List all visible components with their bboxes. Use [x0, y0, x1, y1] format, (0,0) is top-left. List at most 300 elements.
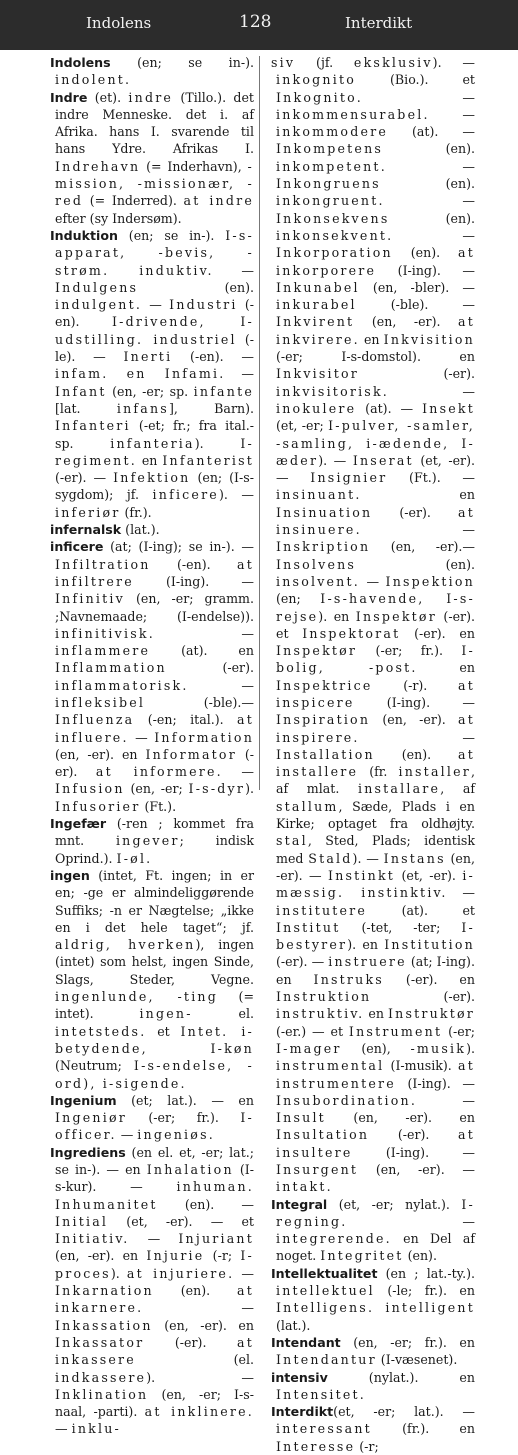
spaced-term: Inerti — [123, 349, 173, 365]
entry-text: (= intet). — [55, 989, 255, 1022]
spaced-term: -musik — [410, 1040, 467, 1056]
entry-text: (-er). — — [276, 954, 329, 970]
dictionary-entry — [50, 89, 254, 227]
entry-text: — — [55, 1421, 72, 1437]
dictionary-entry — [50, 227, 254, 521]
entry-text: (et, -er). — [395, 867, 463, 883]
spaced-term: Intendantur — [276, 1352, 377, 1368]
spaced-term: Inkarnation — [55, 1283, 154, 1299]
entry-text: — — [129, 1231, 179, 1247]
entry-text: (-er). — [369, 1127, 459, 1143]
entry-text: (at). et — [367, 902, 475, 918]
entry-text: (en, -er; — [124, 781, 189, 797]
spaced-term: Initiativ. — [55, 1231, 130, 1247]
spaced-term: Integritet — [320, 1248, 404, 1264]
spaced-term: at instrumentere — [276, 1058, 475, 1091]
entry-text: ). — [110, 1265, 127, 1281]
spaced-term: Instans — [383, 850, 446, 866]
spaced-term: ingever — [115, 833, 180, 849]
spaced-term: intellektuel — [276, 1283, 375, 1299]
spaced-term: inkongruent. — [276, 193, 385, 209]
spaced-term: Inspektorat — [302, 625, 401, 641]
spaced-term: stal — [276, 833, 308, 849]
spaced-term: Inkompetens — [276, 141, 384, 157]
entry-text: el. — [192, 1006, 254, 1022]
spaced-term: institutere — [276, 902, 368, 918]
entry-text: en Del af noget. — [276, 1231, 475, 1264]
entry-text: (lat.). — [121, 522, 160, 538]
spaced-term: inflammere — [55, 643, 151, 659]
entry-text: , Sted, Plads; identisk med — [276, 833, 475, 866]
spaced-term: Ingeniør — [55, 1110, 127, 1126]
entry-text: ). — — [318, 452, 353, 468]
spaced-term: Instinkt — [328, 867, 396, 883]
entry-text: — — [143, 1300, 254, 1316]
spaced-term: Infanterist — [162, 452, 254, 468]
entry-text: efter (sy Indersøm). — [55, 210, 182, 226]
entry-text: (-ren ; kommet fra mnt. — [55, 816, 254, 849]
entry-text: (-er; fr.). — [126, 1110, 241, 1126]
spaced-term: at inspirere. — [276, 712, 475, 745]
spaced-term: Influenza — [55, 712, 135, 728]
spaced-term: Infiltration — [55, 556, 151, 572]
spaced-term: Instrument — [348, 1023, 443, 1039]
entry-text: (en ; lat.-ty.). — [377, 1265, 475, 1281]
entry-text: ). — — [352, 850, 384, 866]
dictionary-entry — [50, 521, 254, 538]
spaced-term: Industri — [169, 297, 238, 313]
spaced-term: insolvent. — [276, 573, 360, 589]
spaced-term: Inkorporation — [276, 245, 393, 261]
entry-text: — — [154, 625, 254, 641]
spaced-term: inkommodere — [276, 124, 389, 140]
entry-text: (-er.) — et — [276, 1023, 349, 1039]
spaced-term: inkonsekvent. — [276, 227, 394, 243]
spaced-term: at infiltrere — [55, 556, 254, 589]
spaced-term: inkompetent. — [276, 158, 387, 174]
entry-text: — — [225, 366, 254, 382]
spaced-term: insinuant. — [276, 487, 362, 503]
spaced-term: indkassere — [55, 1369, 147, 1385]
entry-text: — — [116, 1127, 138, 1143]
spaced-term: infam. en Infami. — [55, 366, 226, 382]
spaced-term: intakt. — [276, 1179, 333, 1195]
spaced-term: Inspektion — [385, 573, 475, 589]
spaced-term: at indre — [183, 193, 254, 209]
spaced-term: I-regning. — [276, 1196, 475, 1229]
entry-text: (-en). — [55, 297, 254, 330]
spaced-term: Inflammation — [55, 660, 167, 676]
entry-text: en — [136, 452, 163, 468]
spaced-term: I-proces — [55, 1248, 254, 1281]
spaced-term: at inspicere — [276, 677, 475, 710]
spaced-term: at inkorporere — [276, 245, 475, 278]
entry-text: (-er; fr.). — [357, 643, 462, 659]
entry-text: (en, -er). — — [358, 1162, 475, 1177]
entry-text: (-en). — — [172, 349, 255, 365]
entry-text: (-er). — [372, 504, 459, 520]
spaced-term: Insinuation — [276, 504, 373, 520]
spaced-term: Insignier — [310, 470, 388, 486]
entry-headword: Indre — [50, 89, 88, 105]
entry-text: ; indisk Oprind.). — [55, 833, 254, 866]
entry-text: — — [447, 885, 475, 901]
entry-text: (-er). en — [383, 971, 475, 987]
entry-text: (-er). — [166, 660, 254, 676]
spaced-term: intetsteds. — [55, 1023, 147, 1039]
entry-text: (en, -er; I-s-naal, -parti). — [55, 1386, 254, 1420]
entry-text: , af mlat. — [276, 764, 475, 797]
entry-text: en — [361, 487, 475, 503]
entry-text: (en). — [383, 141, 475, 157]
page-header — [0, 0, 518, 50]
spaced-term: Inkonsekvens — [276, 210, 390, 226]
entry-text: (at; (I-ing); se in-). — — [103, 539, 254, 555]
spaced-term: inkommensurabel. — [276, 106, 430, 122]
entry-text: (at; I-ing). en — [276, 954, 475, 987]
dictionary-entry — [271, 54, 475, 1196]
spaced-term: instrumental — [276, 1058, 385, 1074]
spaced-term: Inkassation — [55, 1317, 153, 1333]
entry-headword: infernalsk — [50, 522, 122, 538]
dictionary-entry — [50, 1092, 254, 1144]
spaced-term: siv — [271, 55, 296, 70]
dictionary-entry — [271, 1403, 475, 1455]
entry-text: ). — [245, 781, 254, 797]
entry-text: ). — — [432, 55, 475, 70]
entry-text: (en, -er). en — [325, 1110, 475, 1126]
entry-text: (-en). — [150, 556, 238, 572]
entry-text: — — [361, 522, 475, 538]
spaced-term: -mission, -missionær, -red — [55, 158, 254, 209]
spaced-term: stallum — [276, 798, 339, 814]
spaced-term: Instruktion — [276, 989, 372, 1005]
entry-text: (I-ing). — — [352, 1144, 475, 1160]
spaced-term: Infektion — [113, 470, 191, 486]
entry-headword: Integral — [271, 1196, 328, 1212]
entry-text: (Neutrum; — [55, 1058, 134, 1074]
entry-text: (-ble). — — [356, 297, 475, 313]
entry-text: en — [417, 660, 475, 676]
entry-text: (en). — [389, 210, 475, 226]
entry-text: — — [359, 729, 475, 745]
spaced-term: Inspektør — [355, 608, 437, 624]
entry-text: — — [359, 573, 386, 589]
spaced-term: i-mæssig. instinktiv. — [276, 867, 475, 901]
spaced-term: Insult — [276, 1110, 326, 1126]
spaced-term: Inkvisition — [383, 331, 475, 347]
entry-text: (I-musik). — [384, 1058, 459, 1074]
dictionary-entry — [50, 1144, 254, 1438]
entry-text: (-er). et — [276, 608, 475, 641]
entry-text: (en, -er). — — [276, 850, 475, 883]
entry-text: (en). — — [157, 1196, 254, 1212]
spaced-term: Inkvisitor — [276, 366, 360, 382]
entry-text: — — [386, 158, 475, 174]
spaced-term: infinitivisk. — [55, 625, 155, 641]
spaced-term: at inkarnere. — [55, 1283, 254, 1316]
entry-text: , Sæde, Plads i en Kirke; optaget fra oldhøjty. — [276, 798, 475, 832]
entry-text: (-er). — [55, 746, 255, 780]
entry-text: (-en; ital.). — [134, 712, 238, 728]
entry-text: (en). — [380, 176, 475, 192]
spaced-term: Infanteri — [55, 418, 131, 434]
spaced-term: inkurabel — [276, 297, 357, 313]
spaced-term: I-s-havende, I-s-rejse — [276, 591, 475, 624]
spaced-term: Inkvirent — [276, 314, 355, 330]
entry-headword: Ingefær — [50, 816, 107, 832]
entry-text: (en; se in-). — [110, 55, 254, 70]
entry-text: ). — [466, 1040, 475, 1056]
right-column — [271, 54, 475, 1455]
spaced-term: instruere — [328, 954, 407, 970]
spaced-term: at insinuere. — [276, 504, 475, 538]
entry-text: (-r). — [372, 677, 459, 693]
entry-text: (en; se in-). — [117, 227, 226, 243]
entry-text: ), ingen (intet) som helst, ingen Sinde, Slags, Steder, Vegne. — [55, 937, 255, 987]
spaced-term: I-pulver, -samler, -samling, i-ædende, I-æder — [276, 418, 475, 468]
entry-text: (-er). — [144, 1334, 238, 1350]
spaced-term: at inkassere — [55, 1334, 254, 1368]
spaced-term: Stald — [308, 850, 353, 866]
entry-text: (en, -er; gramm. ;Navnemaade; (I-endelse)). — [55, 591, 254, 624]
spaced-term: Instruks — [313, 971, 384, 987]
spaced-term: at installere — [276, 746, 475, 780]
entry-text: (et, -er; — [276, 418, 329, 434]
dictionary-entry — [271, 1265, 475, 1334]
spaced-term: infanteria — [110, 435, 195, 451]
spaced-term: Insekt — [422, 400, 475, 416]
entry-text: (-er). en — [400, 625, 475, 641]
column-divider — [259, 56, 260, 790]
spaced-term: I-mager — [276, 1040, 342, 1056]
entry-text: (et; lat.). — en — [116, 1092, 254, 1108]
dictionary-entry — [50, 815, 254, 867]
entry-text: (I-ing). — — [395, 1075, 475, 1091]
spaced-term: Initial — [55, 1213, 109, 1229]
entry-headword: inficere — [50, 539, 104, 555]
entry-text: (Ft.). — — [387, 470, 475, 486]
spaced-term: inflammatorisk. — [55, 677, 189, 693]
spaced-term: Installation — [276, 746, 375, 762]
spaced-term: Indulgens — [55, 279, 139, 295]
spaced-term: Interesse — [276, 1438, 356, 1454]
entry-text: (en). — [138, 279, 254, 295]
entry-text: (= Inderred). — [83, 193, 184, 209]
entry-text: (-er). — [371, 989, 475, 1005]
entry-text: — — [128, 729, 155, 745]
entry-text: (et, -er). — et — [108, 1213, 254, 1229]
spaced-term: at inkvirere. — [276, 314, 475, 347]
entry-text: — — [393, 227, 475, 243]
entry-text: — — [213, 262, 254, 278]
spaced-term: installare — [357, 781, 441, 797]
spaced-term: infante — [193, 383, 254, 399]
entry-text: ). — [194, 435, 241, 451]
spaced-term: Informator — [145, 746, 237, 762]
entry-text: (= Inderhavn), — [140, 158, 248, 174]
entry-text: (en; — [276, 591, 321, 607]
entry-headword: Induktion — [50, 227, 118, 243]
entry-text: ). — — [218, 487, 254, 503]
spaced-term: Inkongruens — [276, 176, 381, 192]
entry-text: (fr.). en — [371, 1421, 475, 1437]
entry-text: (-er; I-s-domstol). en — [276, 349, 475, 365]
spaced-term: Instruktør — [387, 1006, 475, 1022]
entry-text: (en), — [341, 1040, 411, 1056]
entry-text: ). — — [146, 1369, 254, 1385]
spaced-term: inferiør — [55, 504, 121, 520]
entry-text: (et, -er; lat.). — — [333, 1404, 475, 1420]
entry-text: (-r; — [204, 1248, 241, 1264]
spaced-term: ingeniøs. — [137, 1127, 215, 1143]
header-right-guide-word: Interdikt — [345, 14, 413, 32]
entry-text: (at). en — [150, 643, 254, 659]
spaced-term: instruktiv. — [276, 1006, 365, 1022]
entry-text: (en, -er). en — [152, 1317, 254, 1333]
spaced-term: I-bolig, -post. — [276, 643, 475, 676]
entry-text: (-le). — — [55, 331, 254, 365]
entry-text: — — [188, 677, 254, 693]
spaced-term: at injuriere. — [126, 1265, 235, 1281]
entry-text: (I-s-kur). — — [55, 1162, 254, 1195]
spaced-term: Inspektrice — [276, 677, 373, 693]
entry-headword: intensiv — [271, 1369, 328, 1385]
entry-headword: Intendant — [271, 1334, 341, 1350]
entry-text: — — [362, 89, 475, 105]
spaced-term: Inskription — [276, 539, 371, 555]
entry-text: (en, -er).— — [370, 539, 475, 555]
spaced-term: Intensitet. — [276, 1386, 366, 1402]
spaced-term: interessant — [276, 1421, 372, 1437]
spaced-term: I-drivende, I-udstilling. industriel — [55, 314, 254, 347]
dictionary-entry — [271, 1196, 475, 1265]
entry-text: (en, -er). — [370, 712, 459, 728]
entry-text: ], Barn). — [168, 400, 254, 416]
entry-text: (et). — [87, 89, 129, 105]
spaced-term: I-s-dyr — [188, 781, 246, 797]
spaced-term: at informere. — [95, 764, 223, 780]
entry-text: (en, -er). en — [55, 1248, 147, 1264]
entry-text: (-le; fr.). en — [374, 1283, 475, 1299]
spaced-term: Inkassator — [55, 1334, 145, 1350]
entry-text: (en, -er). — [354, 314, 459, 330]
entry-text: , af — [440, 781, 475, 797]
spaced-term: installer — [398, 764, 471, 780]
entry-text: (lat.). — [276, 1317, 311, 1333]
dictionary-entry — [271, 1334, 475, 1369]
dictionary-entry — [50, 538, 254, 815]
spaced-term: inokulere — [276, 400, 357, 416]
spaced-term: I-bestyrer — [276, 919, 475, 953]
spaced-term: Inhalation — [146, 1162, 234, 1177]
spaced-term: Injuriant — [178, 1231, 254, 1247]
spaced-term: I-s-endelse, -ord), i-sigende. — [55, 1058, 254, 1091]
spaced-term: ingen- — [139, 1006, 193, 1022]
entry-text: (Tillo.). det indre Menneske. det i. af Afrika. hans I. svarende til hans Ydre. Afrikas I. — [55, 89, 254, 157]
spaced-term: inklu- — [71, 1421, 121, 1437]
spaced-term: Insurgent — [276, 1162, 359, 1177]
spaced-term: I-regiment. — [55, 435, 254, 468]
entry-text: (fr. — [358, 764, 399, 780]
spaced-term: integrerende. — [276, 1231, 392, 1247]
entry-text: (en, -bler). — — [359, 279, 475, 295]
entry-text: (-er). — [359, 366, 475, 382]
spaced-term: at insultere — [276, 1127, 475, 1160]
spaced-term: Intelligens. intelligent — [276, 1300, 475, 1316]
spaced-term: aldrig, hverken — [55, 937, 196, 953]
spaced-term: inhuman. Inhumanitet — [55, 1179, 254, 1212]
spaced-term: Infusion — [55, 781, 125, 797]
entry-headword: Indolens — [50, 55, 111, 70]
spaced-term: Institution — [384, 937, 475, 953]
spaced-term: infleksibel — [55, 694, 146, 710]
entry-text: — — [234, 1265, 254, 1281]
entry-text: — — [222, 764, 254, 780]
spaced-term: Inkognito. — [276, 89, 363, 105]
spaced-term: Injurie — [146, 1248, 205, 1264]
entry-text: (-er; — [442, 1023, 475, 1039]
spaced-term: Infant — [55, 383, 107, 399]
spaced-term: Insubordination. — [276, 1092, 418, 1108]
dictionary-entry — [50, 867, 254, 1092]
spaced-term: I-s-apparat, -bevis, -strøm. induktiv. — [55, 227, 254, 278]
entry-text: (en). — [392, 245, 459, 261]
page-number: 128 — [239, 12, 272, 32]
spaced-term: Inspiration — [276, 712, 371, 728]
entry-headword: Ingrediens — [50, 1144, 126, 1160]
spaced-term: Insultation — [276, 1127, 370, 1143]
spaced-term: inficere — [152, 487, 219, 503]
entry-text: (nylat.). en — [327, 1369, 475, 1385]
spaced-term: Infinitiv — [55, 591, 125, 607]
spaced-term: Inklination — [55, 1386, 149, 1402]
spaced-term: Information — [154, 729, 254, 745]
spaced-term: Inserat — [352, 452, 414, 468]
spaced-term: I-øl. — [116, 850, 153, 866]
entry-text: ). en — [347, 937, 385, 953]
entry-text: — — [417, 1092, 475, 1108]
entry-text: (en, -er; sp. — [106, 383, 194, 399]
entry-text: (-tet, -ter; — [340, 919, 462, 935]
spaced-term: indre — [128, 89, 174, 105]
entry-text: (en). — [374, 746, 459, 762]
spaced-term: Institut — [276, 919, 341, 935]
entry-text: (en; (I-s-sygdom); jf. — [55, 470, 254, 503]
entry-text: ). en — [318, 608, 356, 624]
entry-headword: Ingenium — [50, 1092, 117, 1108]
entry-text: en — [364, 1006, 388, 1022]
entry-text: (-et; fr.; fra ital.-sp. — [55, 418, 254, 451]
entry-text: (jf. — [295, 55, 354, 70]
entry-text: (en). — [153, 1283, 238, 1299]
entry-text: (et, -er). — — [276, 452, 475, 486]
dictionary-entry — [50, 54, 254, 89]
entry-text: (Ft.). — [140, 798, 177, 814]
entry-text: (Bio.). et — [356, 72, 475, 88]
spaced-term: indolent. — [55, 72, 132, 88]
entry-text: (I-ing). — — [354, 694, 475, 710]
spaced-term: Insolvens — [276, 556, 357, 572]
entry-text: (I-væsenet). — [376, 1352, 458, 1368]
entry-text: (en el. et, -er; lat.; se in-). — en — [55, 1144, 254, 1177]
header-left-guide-word: Indolens — [86, 14, 152, 32]
entry-headword: Intellektualitet — [271, 1265, 378, 1281]
entry-text: — — [389, 383, 475, 399]
entry-text: (I-ing). — — [376, 262, 475, 278]
spaced-term: Inkunabel — [276, 279, 360, 295]
entry-text: (intet, Ft. ingen; in er en; -ge er almindeliggørende Suffiks; -n er Nægtelse; „ikke en i det hele taget“; jf. — [55, 867, 254, 935]
